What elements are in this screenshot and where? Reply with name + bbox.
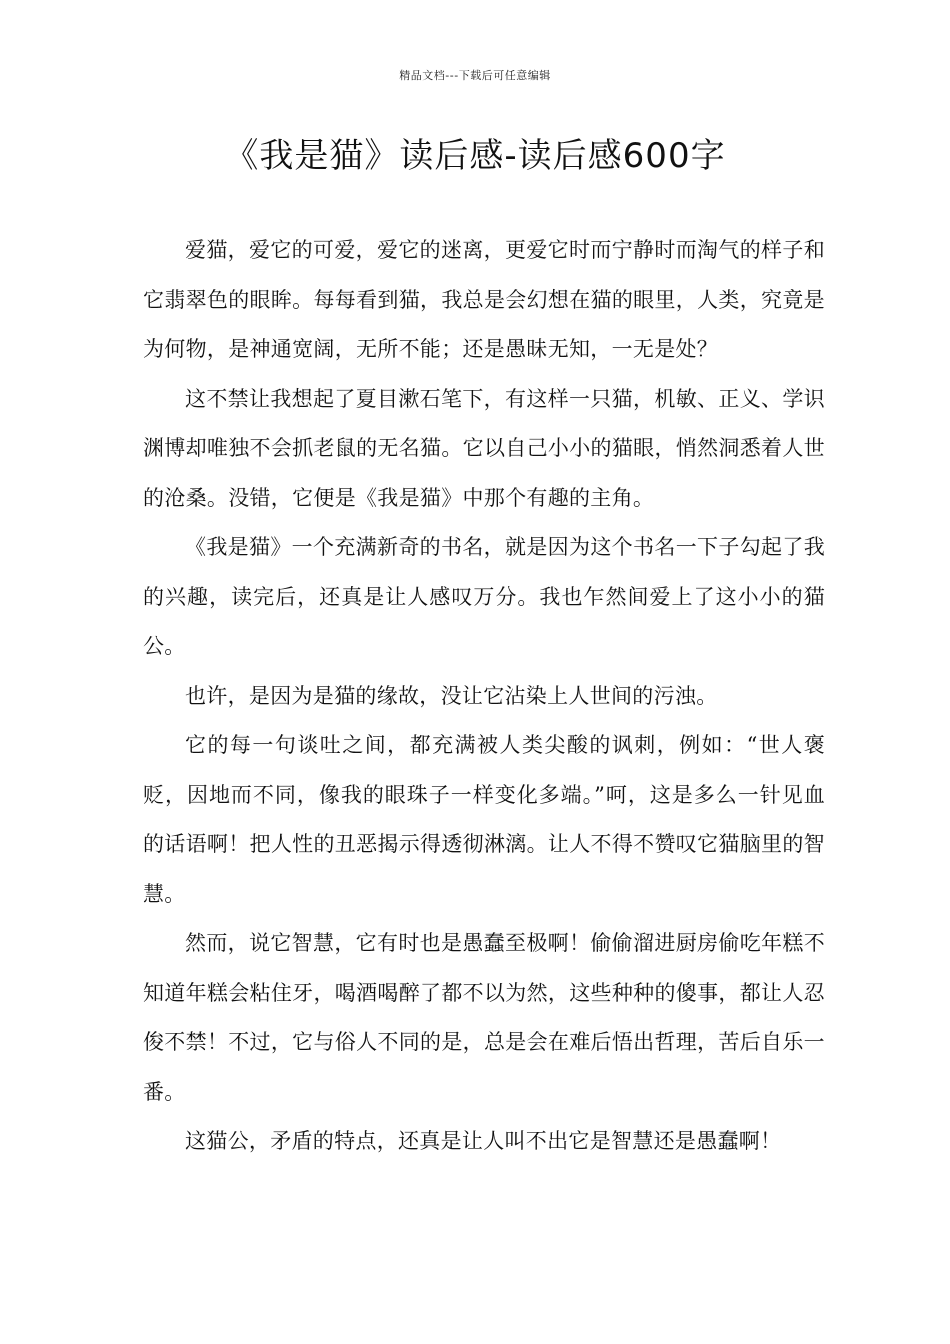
paragraph-2: 这不禁让我想起了夏目漱石笔下，有这样一只猫，机敏、正义、学识渊博却唯独不会抓老鼠的无名猫。它以自己小小的猫眼，悄然洞悉着人世的沧桑。没错，它便是《我是猫》中那个有趣的主角。	[143, 386, 825, 510]
paragraph-5: 它的每一句谈吐之间，都充满被人类尖酸的讽刺，例如：“世人褒贬，因地而不同，像我的眼珠子一样变化多端。”呵，这是多么一针见血的话语啊！把人性的丑恶揭示得透彻淋漓。让人不得不赞叹它猫脑里的智慧。	[143, 733, 825, 906]
paragraph-4: 也许，是因为是猫的缘故，没让它沾染上人世间的污浊。	[185, 683, 718, 708]
document-body	[143, 226, 825, 1167]
paragraph-3: 《我是猫》一个充满新奇的书名，就是因为这个书名一下子勾起了我的兴趣，读完后，还真是让人感叹万分。我也乍然间爱上了这小小的猫公。	[143, 535, 825, 658]
paragraph-6: 然而，说它智慧，它有时也是愚蠢至极啊！偷偷溜进厨房偷吃年糕不知道年糕会粘住牙，喝酒喝醉了都不以为然，这些种种的傻事，都让人忍俊不禁！不过，它与俗人不同的是，总是会在难后悟出哲理，苦后自乐一番。	[143, 931, 825, 1104]
document-title: 《我是猫》读后感-读后感600字	[224, 136, 726, 176]
paragraph-1: 爱猫，爱它的可爱，爱它的迷离，更爱它时而宁静时而淘气的样子和它翡翠色的眼眸。每每看到猫，我总是会幻想在猫的眼里，人类，究竟是为何物，是神通宽阔，无所不能；还是愚昧无知，一无是处？	[143, 238, 825, 361]
paragraph-7: 这猫公，矛盾的特点，还真是让人叫不出它是智慧还是愚蠢啊！	[185, 1129, 782, 1153]
header-note: 精品文档---下载后可任意编辑	[399, 69, 551, 82]
